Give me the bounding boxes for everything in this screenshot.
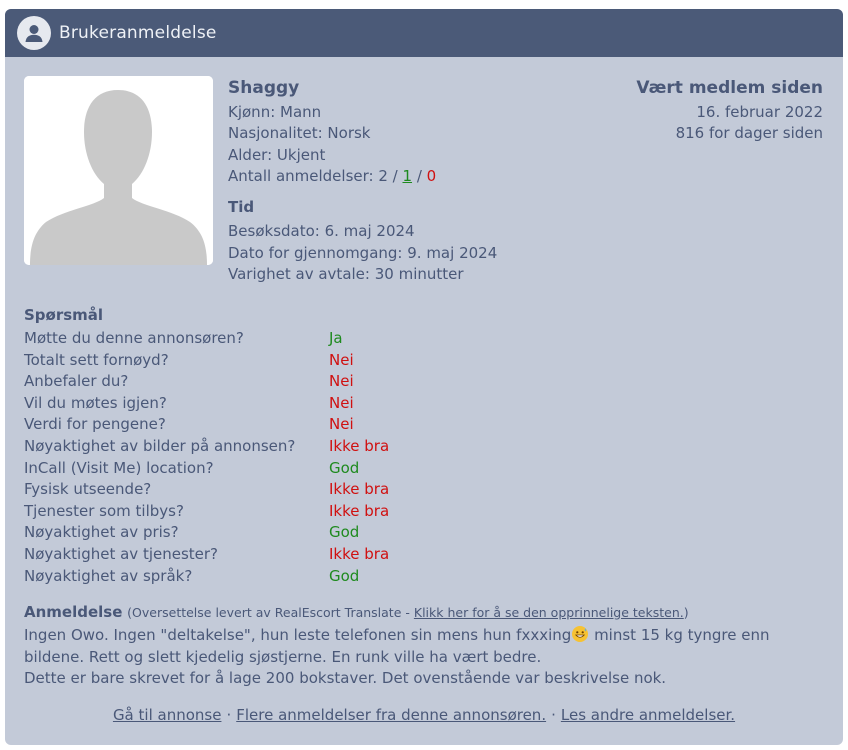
question-label: Nøyaktighet av tjenester?	[24, 544, 219, 563]
review-line-3: Dette er bare skrevet for å lage 200 bokstaver. Det ovenstående var beskrivelse nok.	[24, 669, 667, 687]
question-answer: Nei	[329, 372, 354, 391]
question-row	[24, 371, 389, 393]
review-line-1b: minst 15 kg tyngre enn	[589, 626, 770, 644]
negative-reviews-count: 0	[426, 167, 437, 185]
member-since-days: 816 for dager siden	[675, 124, 823, 142]
question-answer: Nei	[329, 393, 354, 412]
user-age: Alder: Ukjent	[228, 145, 326, 164]
question-answer: Nei	[329, 350, 354, 369]
page-title: Brukeranmeldelse	[59, 23, 217, 43]
question-label: Vil du møtes igjen?	[24, 393, 167, 412]
member-since	[636, 78, 823, 145]
review-header	[24, 603, 824, 621]
translation-note	[127, 605, 688, 620]
user-gender: Kjønn: Mann	[228, 102, 322, 121]
question-label: Nøyaktighet av pris?	[24, 523, 179, 542]
question-row	[24, 436, 389, 458]
time-section-title: Tid	[228, 197, 255, 216]
question-label: Tjenester som tilbys?	[24, 501, 184, 520]
positive-reviews-link[interactable]: 1	[402, 167, 413, 185]
user-info	[228, 78, 497, 286]
question-label: Totalt sett fornøyd?	[24, 350, 169, 369]
question-answer: God	[329, 566, 360, 585]
review-panel	[5, 9, 843, 745]
review-line-1a: Ingen Owo. Ingen "deltakelse", hun leste telefonen sin mens hun fxxxing	[24, 626, 572, 644]
question-row	[24, 566, 389, 588]
question-row	[24, 479, 389, 501]
question-label: Nøyaktighet av bilder på annonsen?	[24, 436, 296, 455]
question-label: Verdi for pengene?	[24, 415, 166, 434]
question-row	[24, 350, 389, 372]
review-count-label: Antall anmeldelser: 2 /	[228, 167, 398, 185]
visit-date: Besøksdato: 6. maj 2024	[228, 222, 415, 240]
question-row	[24, 328, 389, 350]
user-name: Shaggy	[228, 78, 300, 98]
footer-separator: ·	[551, 706, 556, 724]
question-answer: Nei	[329, 415, 354, 434]
review-date: Dato for gjennomgang: 9. maj 2024	[228, 243, 498, 262]
review-count-slash: /	[416, 167, 422, 185]
question-label: Nøyaktighet av språk?	[24, 566, 193, 585]
question-label: InCall (Visit Me) location?	[24, 458, 214, 477]
translation-note-text: (Oversettelse levert av RealEscort Translate -	[127, 605, 410, 620]
question-answer: God	[329, 458, 360, 477]
translation-note-end: )	[683, 605, 689, 620]
review-line-2: bildene. Rett og slett kjedelig sjøstjerne. En runk ville ha vært bedre.	[24, 647, 542, 666]
user-nationality: Nasjonalitet: Norsk	[228, 124, 371, 142]
question-answer: Ikke bra	[329, 501, 390, 520]
review-text	[24, 625, 824, 690]
question-label: Fysisk utseende?	[24, 480, 152, 499]
member-since-title: Vært medlem siden	[636, 78, 823, 98]
footer-separator: ·	[226, 706, 232, 724]
read-other-reviews-link[interactable]: Les andre anmeldelser.	[560, 706, 736, 724]
questions-title: Spørsmål	[24, 306, 104, 324]
question-row	[24, 393, 389, 415]
questions-list	[24, 328, 389, 587]
footer-links	[5, 706, 843, 724]
original-text-link[interactable]: Klikk her for å se den opprinnelige teksten.	[413, 605, 684, 620]
member-since-date: 16. februar 2022	[696, 102, 823, 121]
question-row	[24, 414, 389, 436]
review-title: Anmeldelse	[24, 603, 123, 621]
panel-header	[5, 9, 843, 57]
question-label: Anbefaler du?	[24, 372, 129, 391]
question-label: Møtte du denne annonsøren?	[24, 329, 244, 347]
review-section	[24, 603, 824, 690]
question-row	[24, 544, 389, 566]
questions-section	[24, 306, 389, 587]
question-answer: Ikke bra	[329, 544, 390, 563]
review-line-1	[24, 625, 824, 647]
go-to-ad-link[interactable]: Gå til annonse	[112, 706, 222, 724]
question-row	[24, 458, 389, 480]
question-answer: Ja	[329, 329, 343, 347]
more-reviews-advertiser-link[interactable]: Flere anmeldelser fra denne annonsøren.	[236, 706, 547, 724]
question-answer: Ikke bra	[329, 436, 390, 455]
question-answer: Ikke bra	[329, 480, 390, 499]
grinning-sweat-emoji-icon	[572, 626, 588, 642]
user-review-count	[228, 166, 497, 188]
question-row	[24, 522, 389, 544]
meeting-duration: Varighet av avtale: 30 minutter	[228, 265, 464, 283]
user-icon	[17, 16, 51, 50]
profile-photo-placeholder	[24, 76, 213, 265]
question-answer: God	[329, 523, 360, 542]
question-row	[24, 501, 389, 523]
